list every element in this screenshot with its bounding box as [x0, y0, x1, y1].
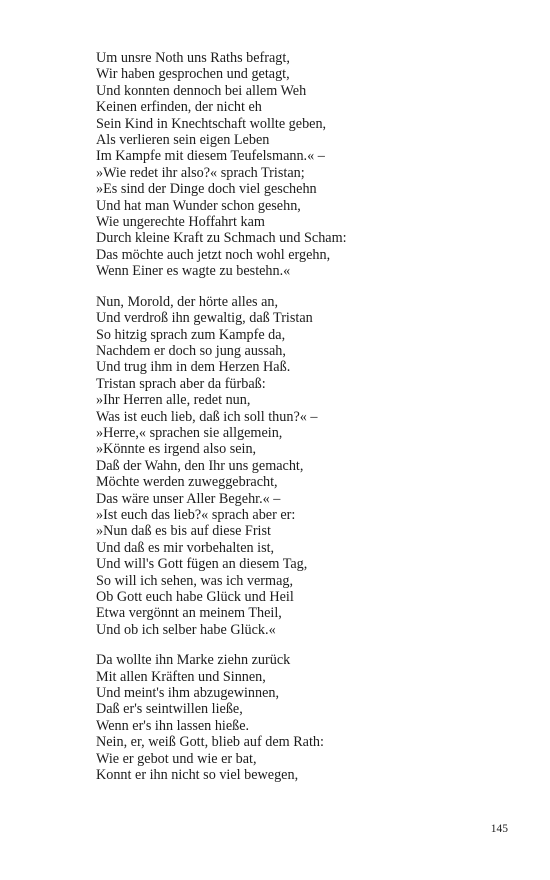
verse-line: »Herre,« sprachen sie allgemein,: [96, 424, 283, 441]
verse-line: Und daß es mir vorbehalten ist,: [96, 539, 275, 556]
verse-line: »Wie redet ihr also?« sprach Tristan;: [96, 164, 305, 181]
verse-line: Und ob ich selber habe Glück.«: [96, 621, 276, 638]
verse-line: Als verlieren sein eigen Leben: [96, 132, 270, 149]
verse-line: Das wäre unser Aller Begehr.« –: [96, 490, 281, 507]
verse-line: Und konnten dennoch bei allem Weh: [96, 82, 307, 99]
verse-line: Wenn er's ihn lassen hieße.: [96, 717, 250, 734]
page-number: 145: [490, 823, 508, 835]
verse-line: Ob Gott euch habe Glück und Heil: [96, 589, 294, 605]
verse-line: Das möchte auch jetzt noch wohl ergehn,: [96, 246, 331, 263]
verse-line: Sein Kind in Knechtschaft wollte geben,: [96, 115, 327, 132]
poem-text: [96, 50, 496, 797]
verse-line: »Könnte es irgend also sein,: [96, 441, 257, 458]
verse-line: Im Kampfe mit diesem Teufelsmann.« –: [96, 148, 325, 165]
verse-line: Nun, Morold, der hörte alles an,: [96, 293, 279, 310]
verse-line: Und hat man Wunder schon gesehn,: [96, 197, 301, 214]
verse-line: Was ist euch lieb, daß ich soll thun?« –: [96, 408, 318, 425]
verse-line: Wenn Einer es wagte zu bestehn.«: [96, 263, 291, 280]
verse-line: »Nun daß es bis auf diese Frist: [96, 523, 271, 540]
verse-line: Und trug ihm in dem Herzen Haß.: [96, 359, 291, 376]
verse-line: »Ihr Herren alle, redet nun,: [96, 392, 251, 409]
verse-line: Möchte werden zuweggebracht,: [96, 474, 278, 491]
verse-line: »Es sind der Dinge doch viel geschehn: [96, 181, 317, 198]
verse-line: Wie er gebot und wie er bat,: [96, 750, 257, 767]
verse-line: Wir haben gesprochen und getagt,: [96, 66, 290, 83]
verse-line: Und verdroß ihn gewaltig, daß Tristan: [96, 310, 313, 327]
verse-line: Nachdem er doch so jung aussah,: [96, 342, 286, 359]
verse-line: So will ich sehen, was ich vermag,: [96, 572, 294, 589]
verse-line: Nein, er, weiß Gott, blieb auf dem Rath:: [96, 734, 324, 751]
stanza-2: [96, 294, 496, 639]
verse-line: Keinen erfinden, der nicht eh: [96, 99, 262, 116]
verse-line: Da wollte ihn Marke ziehn zurück: [96, 652, 291, 669]
verse-line: Wie ungerechte Hoffahrt kam: [96, 214, 265, 231]
verse-line: Und will's Gott fügen an diesem Tag,: [96, 556, 308, 573]
stanza-1: [96, 50, 496, 280]
verse-line: Daß der Wahn, den Ihr uns gemacht,: [96, 457, 304, 474]
verse-line: Um unsre Noth uns Raths befragt,: [96, 50, 290, 66]
verse-line: Durch kleine Kraft zu Schmach und Scham:: [96, 230, 347, 247]
verse-line: Tristan sprach aber da fürbaß:: [96, 375, 266, 392]
verse-line: So hitzig sprach zum Kampfe da,: [96, 326, 286, 343]
verse-line: »Ist euch das lieb?« sprach aber er:: [96, 506, 296, 523]
verse-line: Mit allen Kräften und Sinnen,: [96, 668, 266, 685]
verse-line: Etwa vergönnt an meinem Theil,: [96, 605, 282, 622]
verse-line: Konnt er ihn nicht so viel bewegen,: [96, 767, 299, 784]
stanza-3: [96, 652, 496, 783]
verse-line: Daß er's seintwillen ließe,: [96, 701, 243, 718]
verse-line: Und meint's ihm abzugewinnen,: [96, 685, 280, 702]
